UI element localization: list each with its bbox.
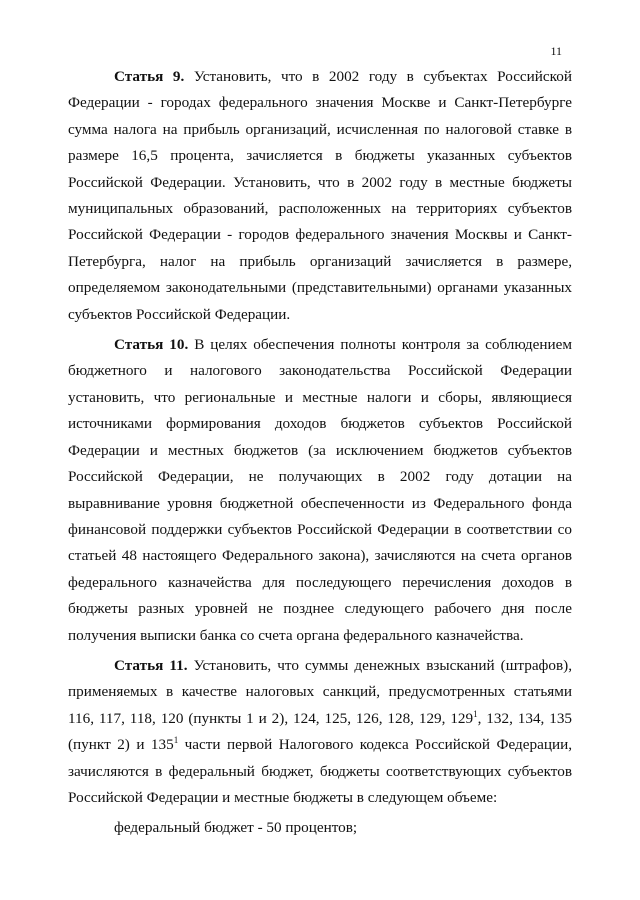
article-9-label: Статья 9. bbox=[114, 68, 185, 85]
article-11-superscript-2: 1 bbox=[173, 735, 179, 746]
article-11-text-part2: , 132, 134, 135 (пункт 2) и 135 bbox=[68, 709, 573, 754]
article-9-paragraph bbox=[68, 64, 572, 328]
article-11-text-part1: Установить, что суммы денежных взысканий (штрафов), применяемых в качестве налоговых санкций, предусмотренных статьями 116, 117, 118, 120 (пункты 1 и 2), 124, 125, 126, 128, 129, 129 bbox=[68, 656, 573, 727]
article-10-paragraph bbox=[68, 332, 572, 649]
article-9-text: Установить, что в 2002 году в субъектах Российской Федерации - городах федерального значения Москве и Санкт-Петербурге сумма налога на прибыль организаций, исчисленная по налоговой ставке в размере 16,5 процента, зачисляется в бюджеты указанных субъектов Российской Федерации. Установить, что в 2002 году в местные бюджеты муниципальных образований, расположенных на территориях субъектов Российской Федерации - городов федерального значения Москвы и Санкт-Петербурга, налог на прибыль организаций зачисляется в размере, определяемом законодательными (представительными) органами указанных субъектов Российской Федерации. bbox=[68, 68, 573, 323]
article-10-text: В целях обеспечения полноты контроля за соблюдением бюджетного и налогового законодательства Российской Федерации установить, что региональные и местные налоги и сборы, являющиеся источниками формирования доходов бюджетов субъектов Российской Федерации и местных бюджетов (за исключением бюджетов субъектов Российской Федерации, не получающих в 2002 году дотации на выравнивание уровня бюджетной обеспеченности из Федерального фонда финансовой поддержки субъектов Российской Федерации в соответствии со статьей 48 настоящего Федерального закона), зачисляются на счета органов федерального казначейства для последующего перечисления доходов в бюджеты разных уровней не позднее следующего рабочего дня после получения выписки банка со счета органа федерального казначейства. bbox=[68, 336, 572, 644]
article-11-superscript-1: 1 bbox=[473, 708, 478, 719]
page-number: 11 bbox=[550, 44, 562, 58]
article-10-label: Статья 10. bbox=[114, 336, 189, 354]
list-item-federal-budget: федеральный бюджет - 50 процентов; bbox=[114, 819, 358, 837]
document-body bbox=[68, 64, 572, 842]
article-11-paragraph bbox=[68, 653, 572, 811]
article-11-label: Статья 11. bbox=[114, 656, 188, 674]
article-11-text-part3: части первой Налогового кодекса Российской Федерации, зачисляются в федеральный бюджет, бюджеты соответствующих субъектов Российской Федерации и местные бюджеты в следующем объеме: bbox=[68, 736, 572, 806]
